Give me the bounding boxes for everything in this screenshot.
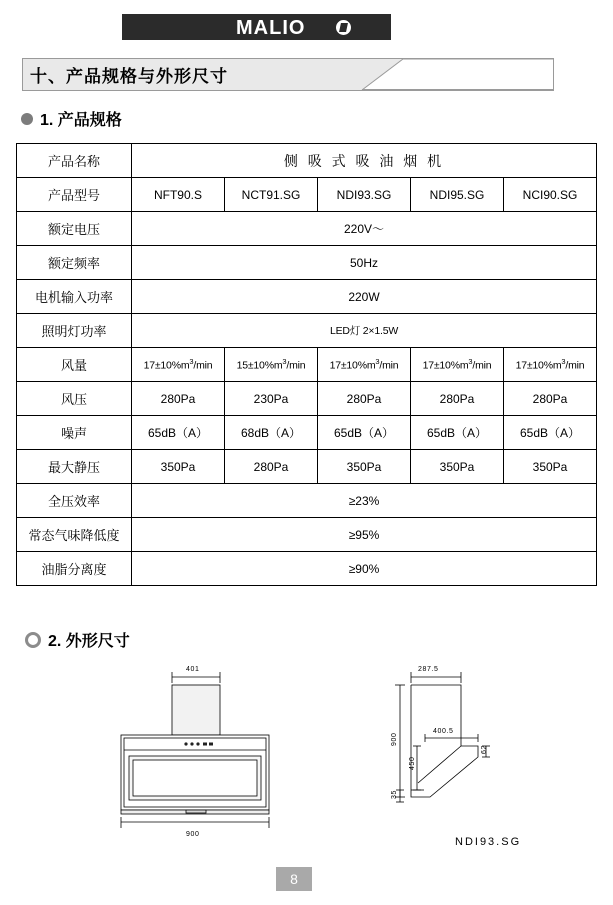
dim-side-flange: 62 xyxy=(481,745,488,754)
row-label: 最大静压 xyxy=(17,450,132,484)
table-row xyxy=(17,416,597,450)
row-label: 风压 xyxy=(17,382,132,416)
row-value: 280Pa xyxy=(318,382,411,416)
section-spec-label: 1. 产品规格 xyxy=(40,112,122,129)
row-value: 220V～ xyxy=(132,212,597,246)
dim-side-depth: 400.5 xyxy=(433,728,454,735)
filled-circle-icon xyxy=(21,113,33,125)
row-value: NFT90.S xyxy=(132,178,225,212)
row-value: 280Pa xyxy=(132,382,225,416)
row-value: LED灯 2×1.5W xyxy=(132,314,597,348)
row-label: 全压效率 xyxy=(17,484,132,518)
row-value: NDI93.SG xyxy=(318,178,411,212)
row-value: 68dB（A） xyxy=(225,416,318,450)
row-value: $17\pm 10\%m^3/\min$ xyxy=(132,348,225,382)
row-label: 额定频率 xyxy=(17,246,132,280)
row-value: $17\pm 10\%m^3/\min$ xyxy=(411,348,504,382)
table-row xyxy=(17,212,597,246)
product-spec-table xyxy=(16,143,597,586)
dim-front-top-width: 401 xyxy=(186,666,200,673)
table-row xyxy=(17,246,597,280)
section-heading-spec xyxy=(21,107,122,130)
row-value: ≥23% xyxy=(132,484,597,518)
table-row xyxy=(17,484,597,518)
row-value: 65dB（A） xyxy=(132,416,225,450)
table-row xyxy=(17,348,597,382)
page-number: 8 xyxy=(276,867,312,891)
row-value: 230Pa xyxy=(225,382,318,416)
table-row xyxy=(17,178,597,212)
row-value: 350Pa xyxy=(504,450,597,484)
row-value: NCT91.SG xyxy=(225,178,318,212)
dim-side-lower-height: 450 xyxy=(409,756,416,770)
drawing-model-label: NDI93.SG xyxy=(455,836,522,848)
row-label: 产品型号 xyxy=(17,178,132,212)
dim-side-top-width: 287.5 xyxy=(418,666,439,673)
row-label: 常态气味降低度 xyxy=(17,518,132,552)
section-dimension-label: 2. 外形尺寸 xyxy=(48,633,130,650)
row-label: 风量 xyxy=(17,348,132,382)
row-value: 350Pa xyxy=(411,450,504,484)
dim-side-total-height: 900 xyxy=(391,732,398,746)
brand-bar-left-mask xyxy=(0,14,122,40)
table-row xyxy=(17,144,597,178)
row-value: $17\pm 10\%m^3/\min$ xyxy=(504,348,597,382)
table-row xyxy=(17,450,597,484)
row-value: 280Pa xyxy=(225,450,318,484)
dim-side-base-height: 35 xyxy=(391,790,398,799)
row-value: 350Pa xyxy=(318,450,411,484)
row-value: 280Pa xyxy=(411,382,504,416)
section-heading-dimension xyxy=(25,628,130,651)
row-value: 65dB（A） xyxy=(318,416,411,450)
row-value: ≥90% xyxy=(132,552,597,586)
row-label: 产品名称 xyxy=(17,144,132,178)
row-value: NCI90.SG xyxy=(504,178,597,212)
row-value: 50Hz xyxy=(132,246,597,280)
brand-header-bar xyxy=(0,14,613,40)
row-value: 65dB（A） xyxy=(411,416,504,450)
hollow-circle-icon xyxy=(25,632,41,648)
row-value: NDI95.SG xyxy=(411,178,504,212)
row-label: 电机输入功率 xyxy=(17,280,132,314)
row-value: 280Pa xyxy=(504,382,597,416)
row-value: ≥95% xyxy=(132,518,597,552)
table-row xyxy=(17,382,597,416)
diamond-logo-icon xyxy=(336,20,351,35)
dim-front-bottom-width: 900 xyxy=(186,831,200,838)
row-label: 油脂分离度 xyxy=(17,552,132,586)
dimension-drawings xyxy=(0,650,613,850)
chapter-title: 十、产品规格与外形尺寸 xyxy=(30,67,228,86)
row-value: 350Pa xyxy=(132,450,225,484)
row-value: 220W xyxy=(132,280,597,314)
table-row xyxy=(17,280,597,314)
table-row xyxy=(17,314,597,348)
row-label: 额定电压 xyxy=(17,212,132,246)
table-row xyxy=(17,552,597,586)
row-label: 噪声 xyxy=(17,416,132,450)
row-value: 侧 吸 式 吸 油 烟 机 xyxy=(132,144,597,178)
brand-bar-right-mask xyxy=(391,14,613,40)
row-value: 65dB（A） xyxy=(504,416,597,450)
table-row xyxy=(17,518,597,552)
row-value: $17\pm 10\%m^3/\min$ xyxy=(318,348,411,382)
brand-name: MALIO xyxy=(236,17,306,39)
row-value: $15\pm 10\%m^3/\min$ xyxy=(225,348,318,382)
drawing-svg xyxy=(0,650,613,850)
row-label: 照明灯功率 xyxy=(17,314,132,348)
